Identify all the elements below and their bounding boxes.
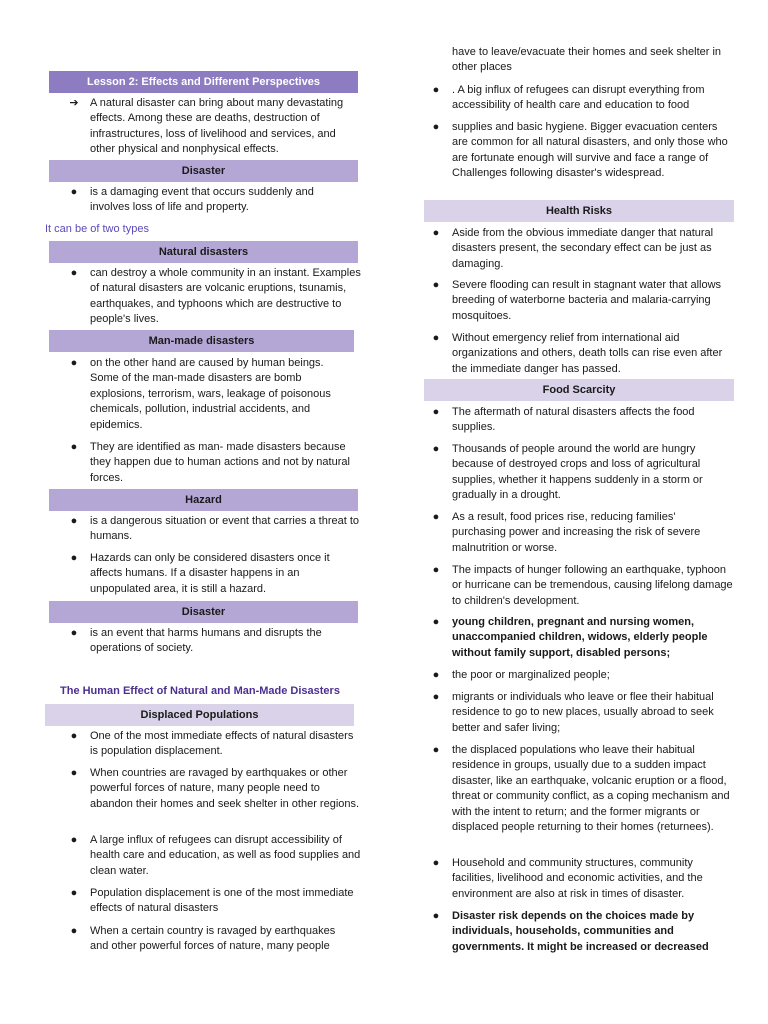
bullet-icon: ● bbox=[432, 511, 440, 523]
bullet-icon: ● bbox=[70, 730, 78, 742]
bullet-icon: ● bbox=[432, 744, 440, 756]
bullet-icon: ● bbox=[432, 564, 440, 576]
bullet-icon: ● bbox=[70, 186, 78, 198]
bullet-icon: ● bbox=[432, 121, 440, 133]
arrow-icon: ➔ bbox=[69, 97, 79, 109]
two-types-label: It can be of two types bbox=[45, 223, 149, 235]
bullet-icon: ● bbox=[70, 834, 78, 846]
bullet-icon: ● bbox=[432, 910, 440, 922]
bullet-icon: ● bbox=[70, 552, 78, 564]
lesson-title-bar bbox=[49, 71, 358, 93]
natural-disasters-header: Natural disasters bbox=[49, 241, 358, 263]
human-effect-title: The Human Effect of Natural and Man-Made Disasters bbox=[60, 685, 340, 697]
food-scarcity-header: Food Scarcity bbox=[424, 379, 734, 401]
disaster-header: Disaster bbox=[49, 160, 358, 182]
bullet-icon: ● bbox=[432, 691, 440, 703]
bullet-icon: ● bbox=[70, 267, 78, 279]
hazard-header: Hazard bbox=[49, 489, 358, 511]
bullet-icon: ● bbox=[432, 669, 440, 681]
disaster-header-2: Disaster bbox=[49, 601, 358, 623]
bullet-icon: ● bbox=[70, 357, 78, 369]
bullet-icon: ● bbox=[432, 616, 440, 628]
bullet-icon: ● bbox=[432, 227, 440, 239]
bullet-icon: ● bbox=[432, 406, 440, 418]
bullet-icon: ● bbox=[432, 84, 440, 96]
bullet-icon: ● bbox=[432, 857, 440, 869]
bullet-icon: ● bbox=[432, 443, 440, 455]
lesson-title: Lesson 2: Effects and Different Perspectives bbox=[87, 76, 320, 88]
displaced-populations-header: Displaced Populations bbox=[45, 704, 354, 726]
intro-text: A natural disaster can bring about many devastating effects. Among these are deaths, destruction of infrastructures, loss of livelihood and services, and other physical and nonphysical effects. bbox=[90, 97, 344, 156]
bullet-icon: ● bbox=[70, 887, 78, 899]
bullet-icon: ● bbox=[432, 332, 440, 344]
bullet-icon: ● bbox=[70, 925, 78, 937]
bullet-icon: ● bbox=[70, 627, 78, 639]
man-made-disasters-header: Man-made disasters bbox=[49, 330, 354, 352]
bullet-icon: ● bbox=[70, 515, 78, 527]
bullet-icon: ● bbox=[70, 767, 78, 779]
bullet-icon: ● bbox=[70, 441, 78, 453]
health-risks-header: Health Risks bbox=[424, 200, 734, 222]
bullet-icon: ● bbox=[432, 279, 440, 291]
